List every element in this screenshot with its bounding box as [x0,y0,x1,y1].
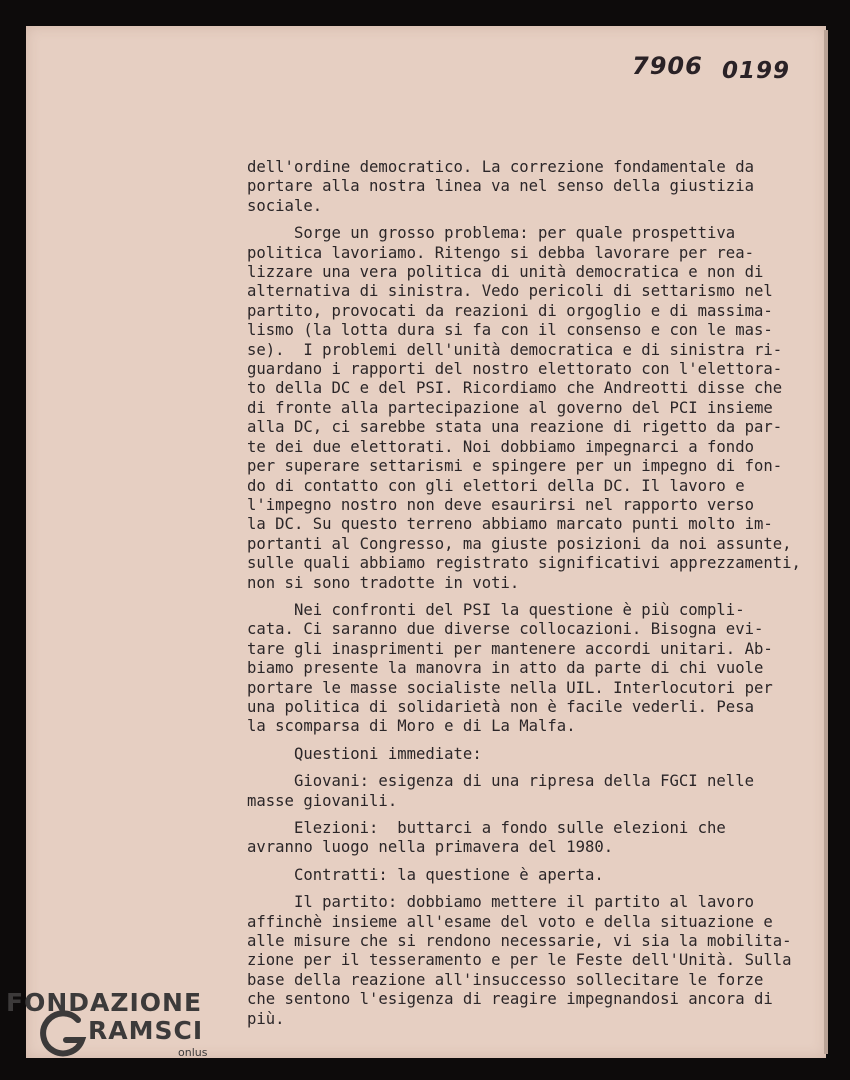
text-line: sulle quali abbiamo registrato significativi apprezzamenti, [247,554,801,573]
text-line: Elezioni: buttarci a fondo sulle elezioni che [247,819,726,837]
text-line: te dei due elettorati. Noi dobbiamo impegnarci a fondo [247,437,754,456]
text-line: Contratti: la questione è aperta. [247,865,604,884]
text-line: partito, provocati da reazioni di orgoglio e di massima- [247,301,773,320]
archive-number-right: 0199 [722,58,791,84]
text-line: la scomparsa di Moro e di La Malfa. [247,717,576,736]
text-line: cata. Ci saranno due diverse collocazioni. Bisogna evi- [247,620,764,639]
text-line: dell'ordine democratico. La correzione fondamentale da [247,158,754,176]
text-line: alla DC, ci sarebbe stata una reazione di rigetto da par- [247,418,783,437]
text-line: lismo (la lotta dura si fa con il consenso e con le mas- [247,321,773,340]
text-line: do di contatto con gli elettori della DC. Il lavoro e [247,476,745,495]
text-line: masse giovanili. [247,791,398,810]
archive-number-left: 7906 [632,52,703,80]
paragraph [247,893,822,1029]
text-line: se). I problemi dell'unità democratica e di sinistra ri- [247,340,783,359]
text-line: Questioni immediate: [247,744,482,763]
watermark-line2: RAMSCI [88,1016,204,1045]
paragraph [247,819,822,858]
typed-body-text [247,158,822,1037]
text-line: che sentono l'esigenza di reagire impegnandosi ancora di [247,990,773,1009]
text-line: Sorge un grosso problema: per quale prospettiva [247,224,736,243]
text-line: una politica di solidarietà non è facile vederli. Pesa [247,697,754,716]
text-line: più. [247,1009,285,1028]
text-line: Il partito: dobbiamo mettere il partito al lavoro [247,893,754,912]
text-line: di fronte alla partecipazione al governo del PCI insieme [247,398,773,417]
text-line: sociale. [247,196,323,215]
text-line: avranno luogo nella primavera del 1980. [247,838,614,857]
text-line: l'impegno nostro non deve esaurirsi nel rapporto verso [247,495,754,514]
paragraph [247,745,822,764]
paragraph [247,224,822,593]
paragraph [247,866,822,885]
text-line: affinchè insieme all'esame del voto e della situazione e [247,912,773,931]
text-line: to della DC e del PSI. Ricordiamo che Andreotti disse che [247,379,783,398]
text-line: la DC. Su questo terreno abbiamo marcato punti molto im- [247,515,773,534]
watermark-line3: onlus [178,1046,208,1059]
text-line: alle misure che si rendono necessarie, vi sia la mobilita- [247,932,792,951]
text-line: per superare settarismi e spingere per un impegno di fon- [247,457,783,476]
paragraph [247,772,822,811]
text-line: base della reazione all'insuccesso sollecitare le forze [247,970,764,989]
paragraph [247,601,822,737]
text-line: alternativa di sinistra. Vedo pericoli di settarismo nel [247,282,773,301]
page-edge [824,30,828,1054]
text-line: Giovani: esigenza di una ripresa della FGCI nelle [247,772,754,791]
text-line: guardano i rapporti del nostro elettorato con l'elettora- [247,360,783,379]
fondazione-gramsci-watermark [6,988,226,1068]
text-line: Nei confronti del PSI la questione è più compli- [247,600,745,619]
watermark-line1: FONDAZIONE [6,988,203,1017]
text-line: lizzare una vera politica di unità democratica e non di [247,263,764,282]
text-line: portanti al Congresso, ma giuste posizioni da noi assunte, [247,534,792,553]
text-line: non si sono tradotte in voti. [247,573,520,592]
paragraph [247,158,822,216]
text-line: politica lavoriamo. Ritengo si debba lavorare per rea- [247,243,754,262]
text-line: portare alla nostra linea va nel senso della giustizia [247,177,754,196]
g-logo-icon [38,1010,90,1062]
text-line: zione per il tesseramento e per le Feste dell'Unità. Sulla [247,951,792,970]
text-line: portare le masse socialiste nella UIL. Interlocutori per [247,678,773,697]
text-line: tare gli inasprimenti per mantenere accordi unitari. Ab- [247,639,773,658]
text-line: biamo presente la manovra in atto da parte di chi vuole [247,659,764,678]
